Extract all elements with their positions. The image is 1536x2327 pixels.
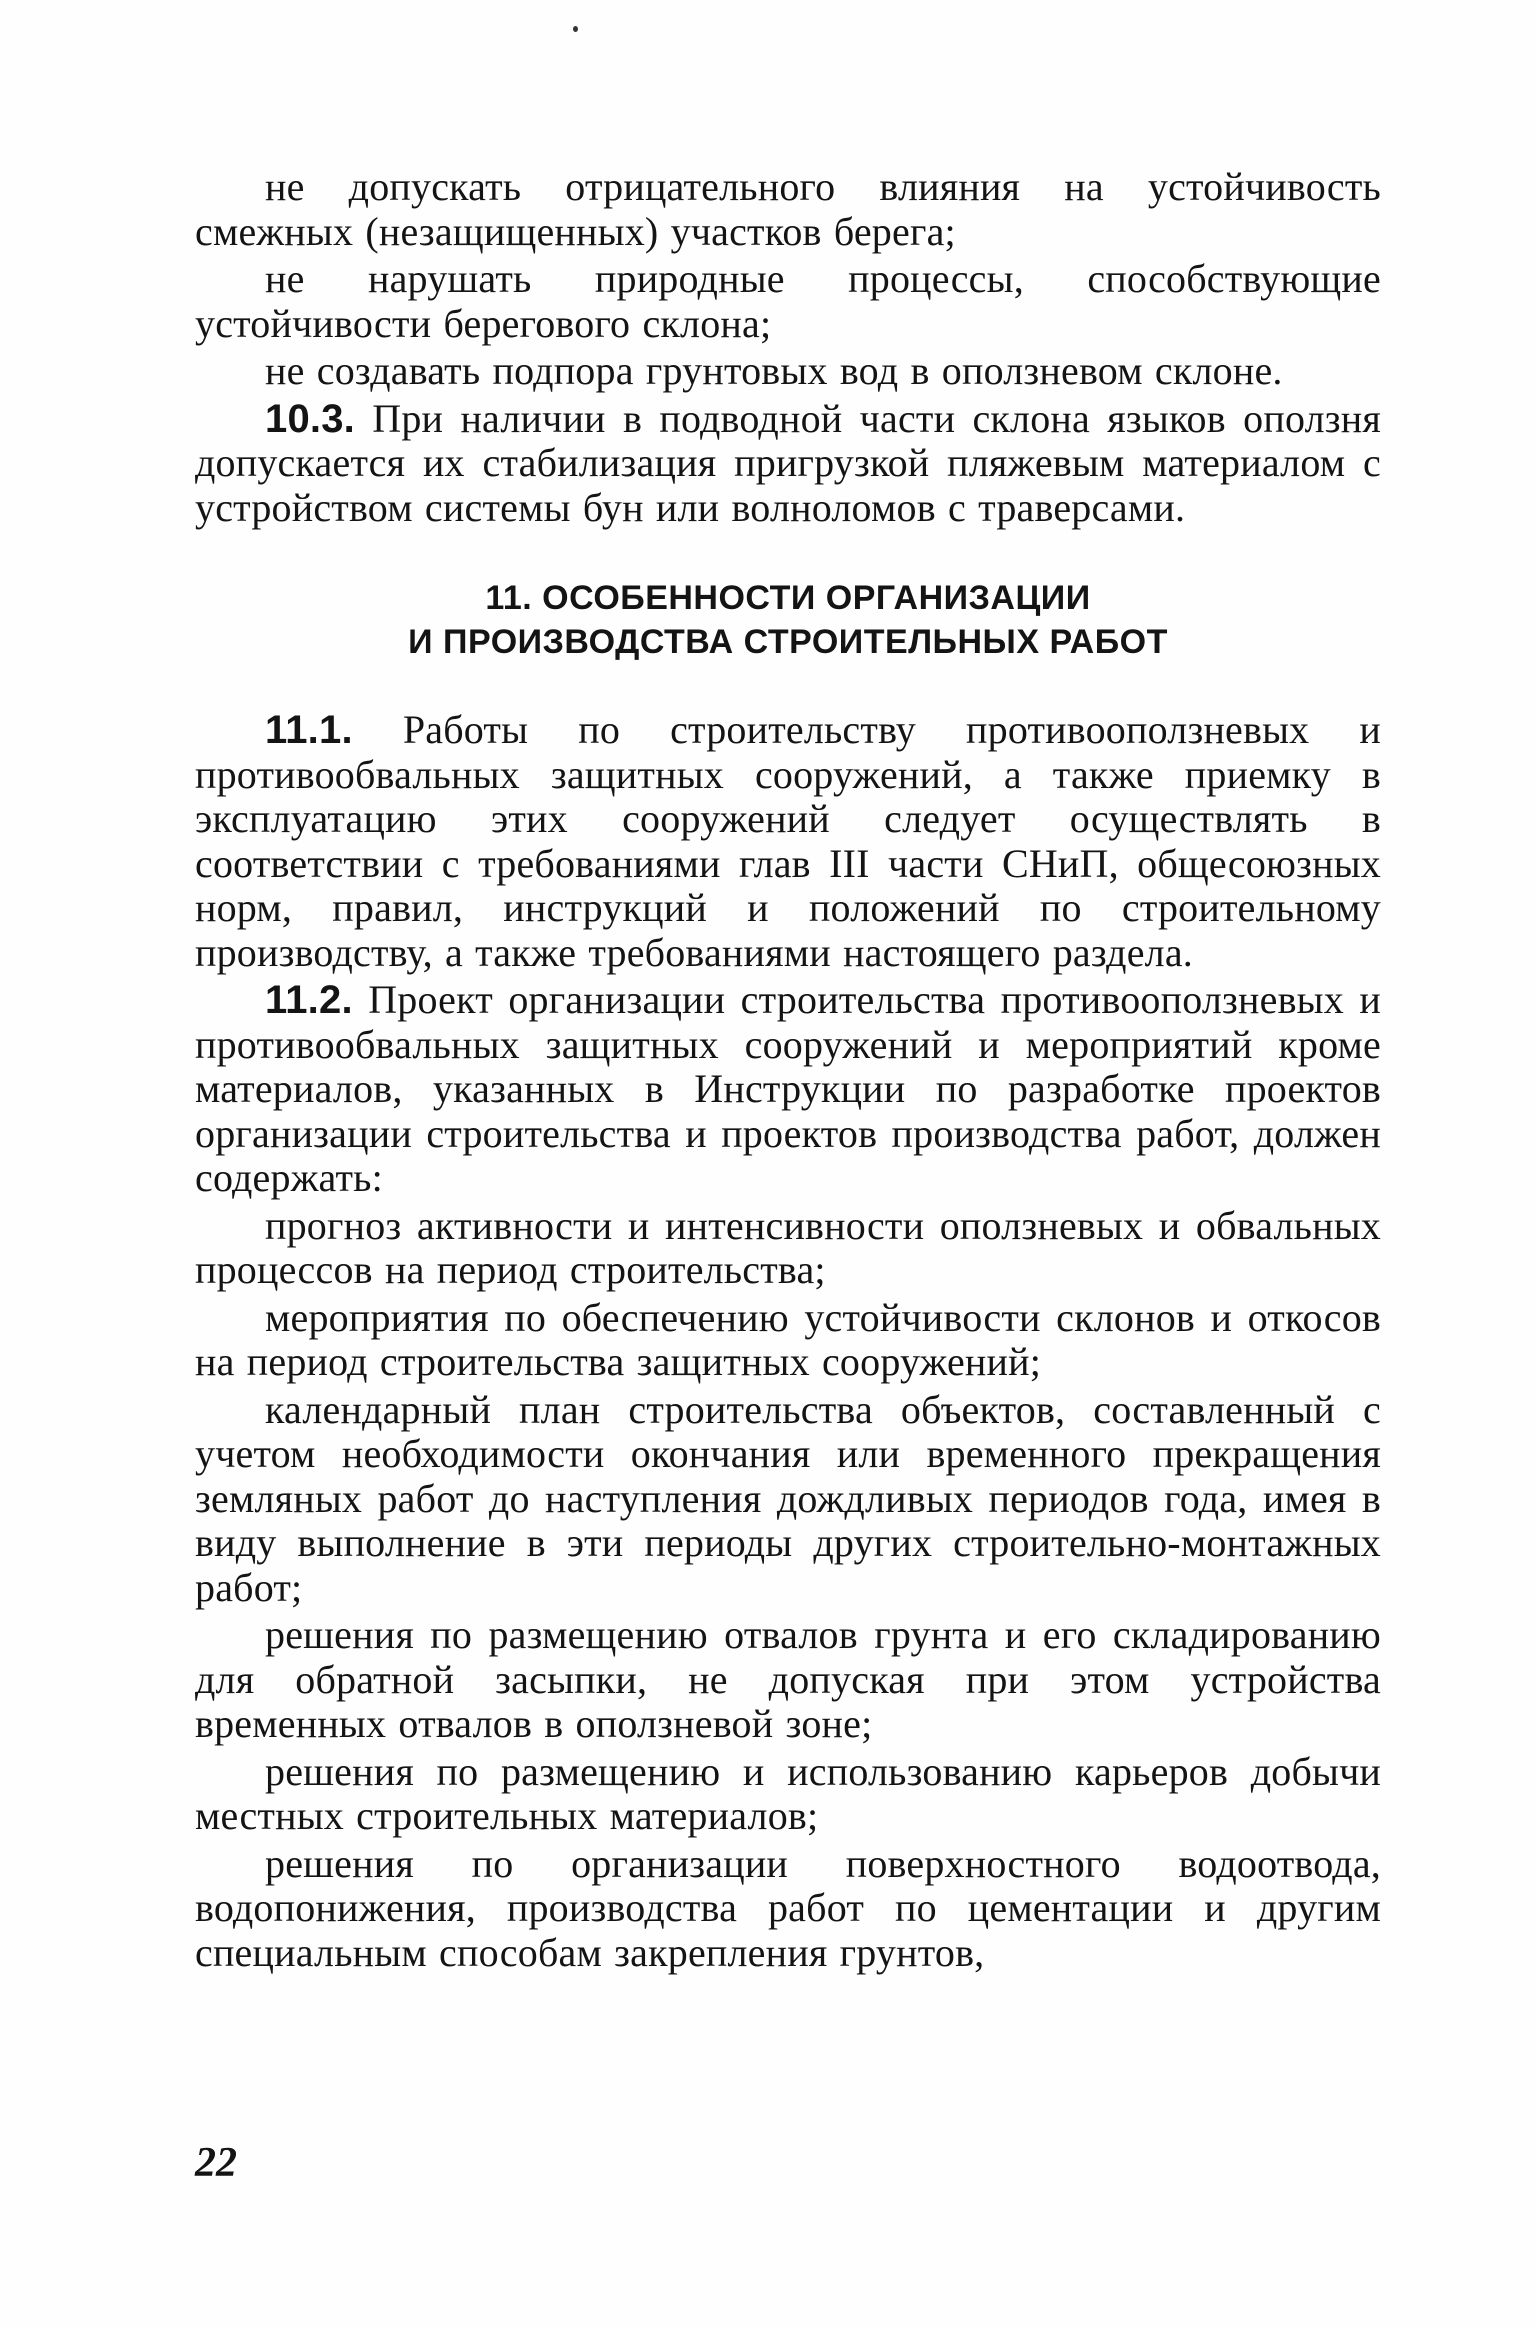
document-page — [195, 165, 1381, 1975]
clause-number: 11.1. — [265, 708, 353, 752]
paragraph-natural-processes: не нарушать природные процессы, способствующие устойчивости берегового склона; — [195, 256, 1381, 346]
list-item-slope-stability: мероприятия по обеспечению устойчивости склонов и откосов на период строительства защитных сооружений; — [195, 1294, 1381, 1384]
paragraph-groundwater: не создавать подпора грунтовых вод в оползневом склоне. — [265, 348, 1283, 393]
section-heading-line2: И ПРОИЗВОДСТВА СТРОИТЕЛЬНЫХ РАБОТ — [408, 623, 1168, 661]
paragraph-11-2 — [195, 978, 1381, 1201]
print-speck — [573, 26, 578, 32]
paragraph-11-1 — [195, 708, 1381, 975]
section-heading — [195, 576, 1381, 664]
clause-text: Работы по строительству противооползневых и противообвальных защитных сооружений, а также приемку в эксплуатацию этих сооружений следует осуществлять в соответствии с требованиями глав III части СНиП, общесоюзных норм, правил, инструкций и положений по строительному производству, а также требованиями настоящего раздела. — [195, 707, 1382, 975]
paragraph-10-3 — [195, 397, 1381, 531]
list-item-schedule: календарный план строительства объектов, составленный с учетом необходимости окончания или временного прекращения земляных работ до наступления дождливых периодов года, имея в виду выполнение в эти периоды других строительно-монтажных работ; — [195, 1386, 1381, 1610]
clause-text: Проект организации строительства противооползневых и противообвальных защитных сооружений и мероприятий кроме материалов, указанных в Инструкции по разработке проектов организации строительства и проектов производства работ, должен содержать: — [195, 977, 1381, 1200]
clause-number: 10.3. — [265, 396, 355, 441]
list-item-forecast: прогноз активности и интенсивности оползневых и обвальных процессов на период строительства; — [195, 1202, 1381, 1292]
list-item-quarries: решения по размещению и использованию карьеров добычи местных строительных материалов; — [195, 1748, 1381, 1838]
list-item-drainage: решения по организации поверхностного водоотвода, водопонижения, производства работ по цементации и другим специальным способам закрепления грунтов, — [195, 1840, 1381, 1975]
clause-text: При наличии в подводной части склона языков оползня допускается их стабилизация пригрузкой пляжевым материалом с устройством системы бун или волноломов с траверсами. — [195, 395, 1381, 530]
clause-number: 11.2. — [265, 978, 353, 1022]
page-number: 22 — [195, 2140, 237, 2186]
section-heading-line1: 11. ОСОБЕННОСТИ ОРГАНИЗАЦИИ — [485, 579, 1091, 617]
paragraph-bank-stability: не допускать отрицательного влияния на устойчивость смежных (незащищенных) участков берега; — [195, 164, 1381, 254]
list-item-spoil-dumps: решения по размещению отвалов грунта и его складированию для обратной засыпки, не допуская при этом устройства временных отвалов в оползневой зоне; — [195, 1612, 1381, 1746]
